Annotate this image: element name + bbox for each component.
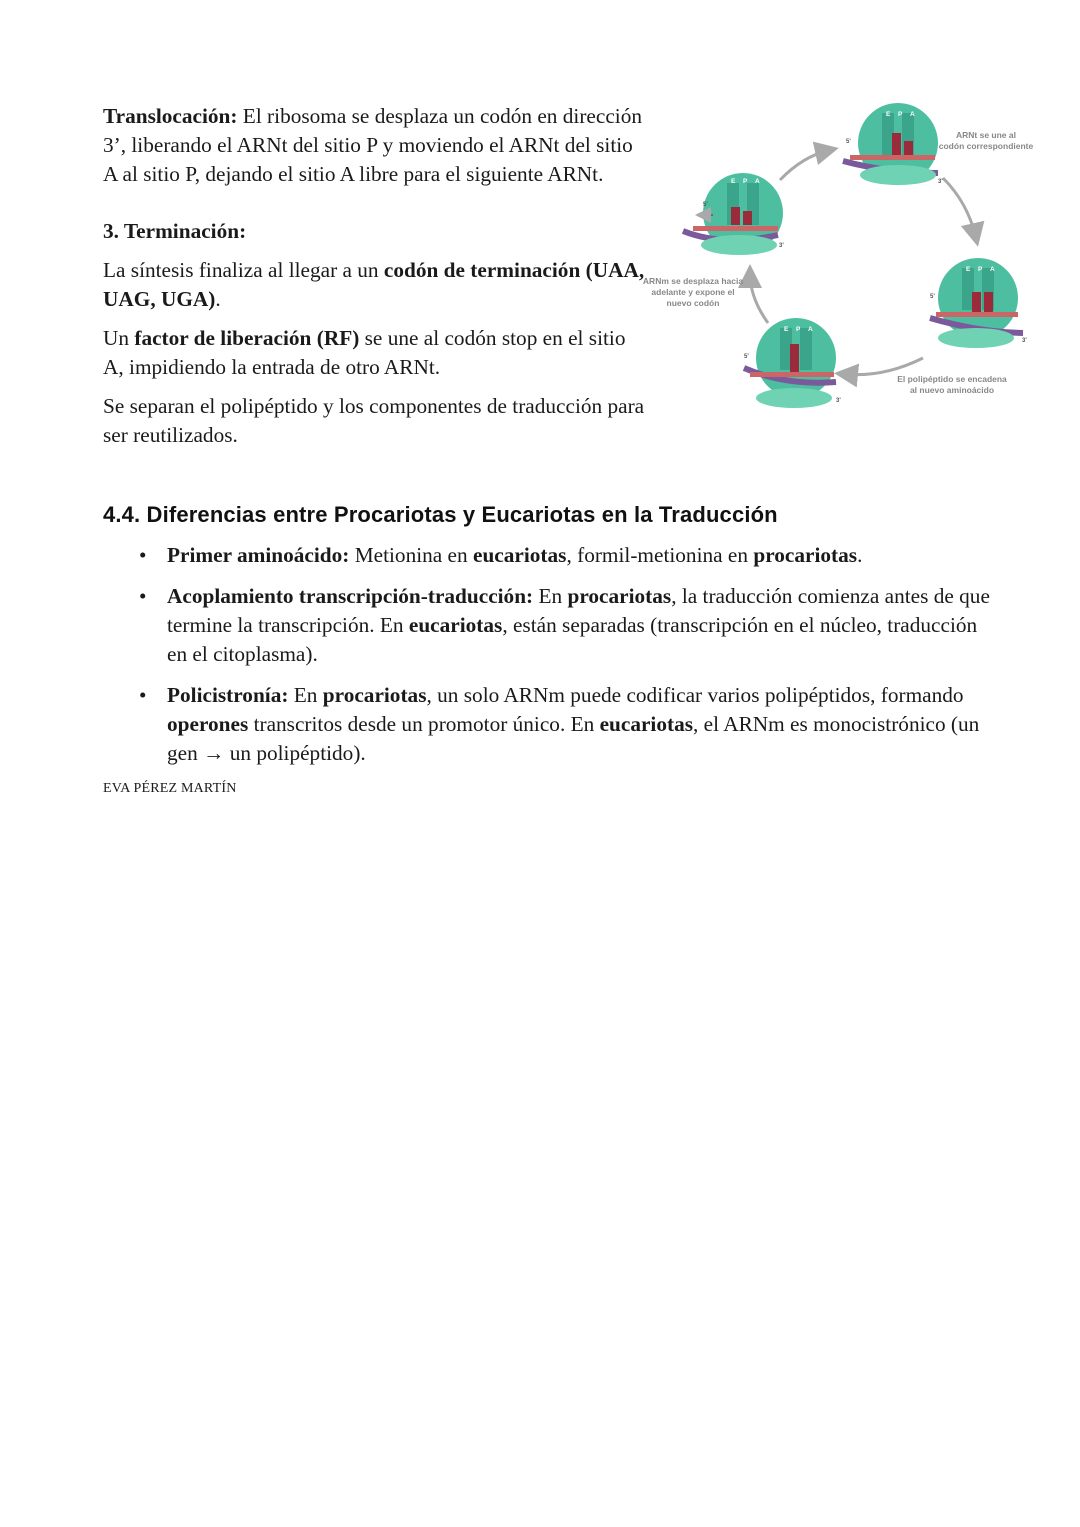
label-line: adelante y expone el xyxy=(651,287,735,297)
label-line: al nuevo aminoácido xyxy=(909,385,995,395)
label-3prime: 3' xyxy=(1022,338,1027,344)
text-segment: Metionina en xyxy=(349,543,473,567)
site-a: A xyxy=(990,266,995,273)
bullet-icon: • xyxy=(139,543,147,567)
text-segment: , formil-metionina en xyxy=(566,543,754,567)
paragraph-terminacion-2 xyxy=(103,324,648,382)
text-segment: En xyxy=(288,683,323,707)
label-polypeptide-chains xyxy=(897,374,1007,395)
site-p: P xyxy=(978,266,983,273)
bullet-label: Acoplamiento transcripción-traducción: xyxy=(167,584,534,608)
label-line: El polipéptido se encadena xyxy=(897,374,1007,384)
label-5prime: 5' xyxy=(846,139,851,145)
ribosome-bottom xyxy=(744,318,841,408)
text-segment: , un solo ARNm puede codificar varios polipéptidos, formando xyxy=(426,683,964,707)
ribosome-right xyxy=(930,258,1027,348)
site-a: A xyxy=(755,178,760,185)
bullet-icon: • xyxy=(139,584,147,608)
text-segment: . xyxy=(857,543,863,567)
text-translocacion: El ribosoma se desplaza un codón en dirección 3’, liberando el ARNt del sitio P y moviendo el ARNt del sitio A al sitio P, dejando el sitio A libre para el siguiente ARNt. xyxy=(103,104,642,186)
bold-term: operones xyxy=(167,712,249,736)
site-a: A xyxy=(808,326,813,333)
arrow-left-to-top xyxy=(780,150,830,180)
paragraph-terminacion-1 xyxy=(103,256,648,314)
text-segment: , el ARNm es monocistrónico (un gen → un polipéptido). xyxy=(167,712,980,765)
site-e: E xyxy=(731,178,736,185)
label-mrna-moves xyxy=(643,276,743,308)
site-p: P xyxy=(898,111,903,118)
text-segment: La síntesis finaliza al llegar a un xyxy=(103,258,384,282)
ribosome-top xyxy=(843,103,943,185)
bold-term: procariotas xyxy=(753,543,858,567)
text-segment: Un xyxy=(103,326,135,350)
text-segment: . xyxy=(215,287,221,311)
label-line: codón correspondiente xyxy=(938,141,1034,151)
bold-term: procariotas xyxy=(322,683,427,707)
label-translocacion: Translocación: xyxy=(103,104,238,128)
bold-term: eucariotas xyxy=(473,543,567,567)
label-line: ARNm se desplaza hacia xyxy=(642,276,744,286)
label-3prime: 3' xyxy=(836,398,841,404)
label-3prime: 3' xyxy=(779,243,784,249)
bullet-icon: • xyxy=(139,683,147,707)
label-trna-binds xyxy=(939,130,1034,151)
translation-cycle-diagram xyxy=(638,98,1038,428)
bullet-label: Primer aminoácido: xyxy=(167,543,350,567)
label-line: nuevo codón xyxy=(666,298,720,308)
bullet-label: Policistronía: xyxy=(167,683,289,707)
site-p: P xyxy=(743,178,748,185)
label-5prime: 5' xyxy=(703,202,708,208)
arrow-right-to-bottom xyxy=(843,358,923,375)
site-e: E xyxy=(784,326,789,333)
site-e: E xyxy=(886,111,891,118)
text-segment: , la traducción comienza antes de que termine la transcripción. En xyxy=(167,584,990,637)
upper-text-block xyxy=(103,102,648,450)
site-a: A xyxy=(910,111,915,118)
paragraph-terminacion-3: Se separan el polipéptido y los componentes de traducción para ser reutilizados. xyxy=(103,394,645,447)
arrow-bottom-to-left xyxy=(750,273,768,323)
text-segment: transcritos desde un promotor único. En xyxy=(248,712,600,736)
ribosome-left xyxy=(683,173,784,255)
list-item-acoplamiento xyxy=(103,582,993,669)
bold-codon-terminacion: codón de terminación (UAA, UAG, UGA) xyxy=(103,258,645,311)
label-line: ARNt se une al xyxy=(956,130,1016,140)
bold-term: eucariotas xyxy=(408,613,503,637)
bold-term: eucariotas xyxy=(599,712,694,736)
differences-list xyxy=(103,541,993,780)
section-heading-4-4: 4.4. Diferencias entre Procariotas y Eucariotas en la Traducción xyxy=(103,502,778,527)
text-segment: , están separadas (transcripción en el núcleo, traducción en el citoplasma). xyxy=(167,613,978,666)
bold-term: procariotas xyxy=(567,584,672,608)
bold-factor-liberacion: factor de liberación (RF) xyxy=(134,326,360,350)
site-e: E xyxy=(966,266,971,273)
paragraph-translocacion xyxy=(103,102,648,189)
heading-terminacion: 3. Terminación: xyxy=(103,219,247,243)
arrow-top-to-right xyxy=(943,178,976,238)
label-5prime: 5' xyxy=(930,294,935,300)
list-item-policistronia xyxy=(103,681,993,768)
text-segment: En xyxy=(533,584,568,608)
list-item-primer-aminoacido xyxy=(103,541,993,570)
label-5prime: 5' xyxy=(744,354,749,360)
footer-author: EVA PÉREZ MARTÍN xyxy=(103,781,237,796)
text-segment: se une al codón stop en el sitio A, impidiendo la entrada de otro ARNt. xyxy=(103,326,626,379)
label-3prime: 3' xyxy=(938,179,943,185)
site-p: P xyxy=(796,326,801,333)
